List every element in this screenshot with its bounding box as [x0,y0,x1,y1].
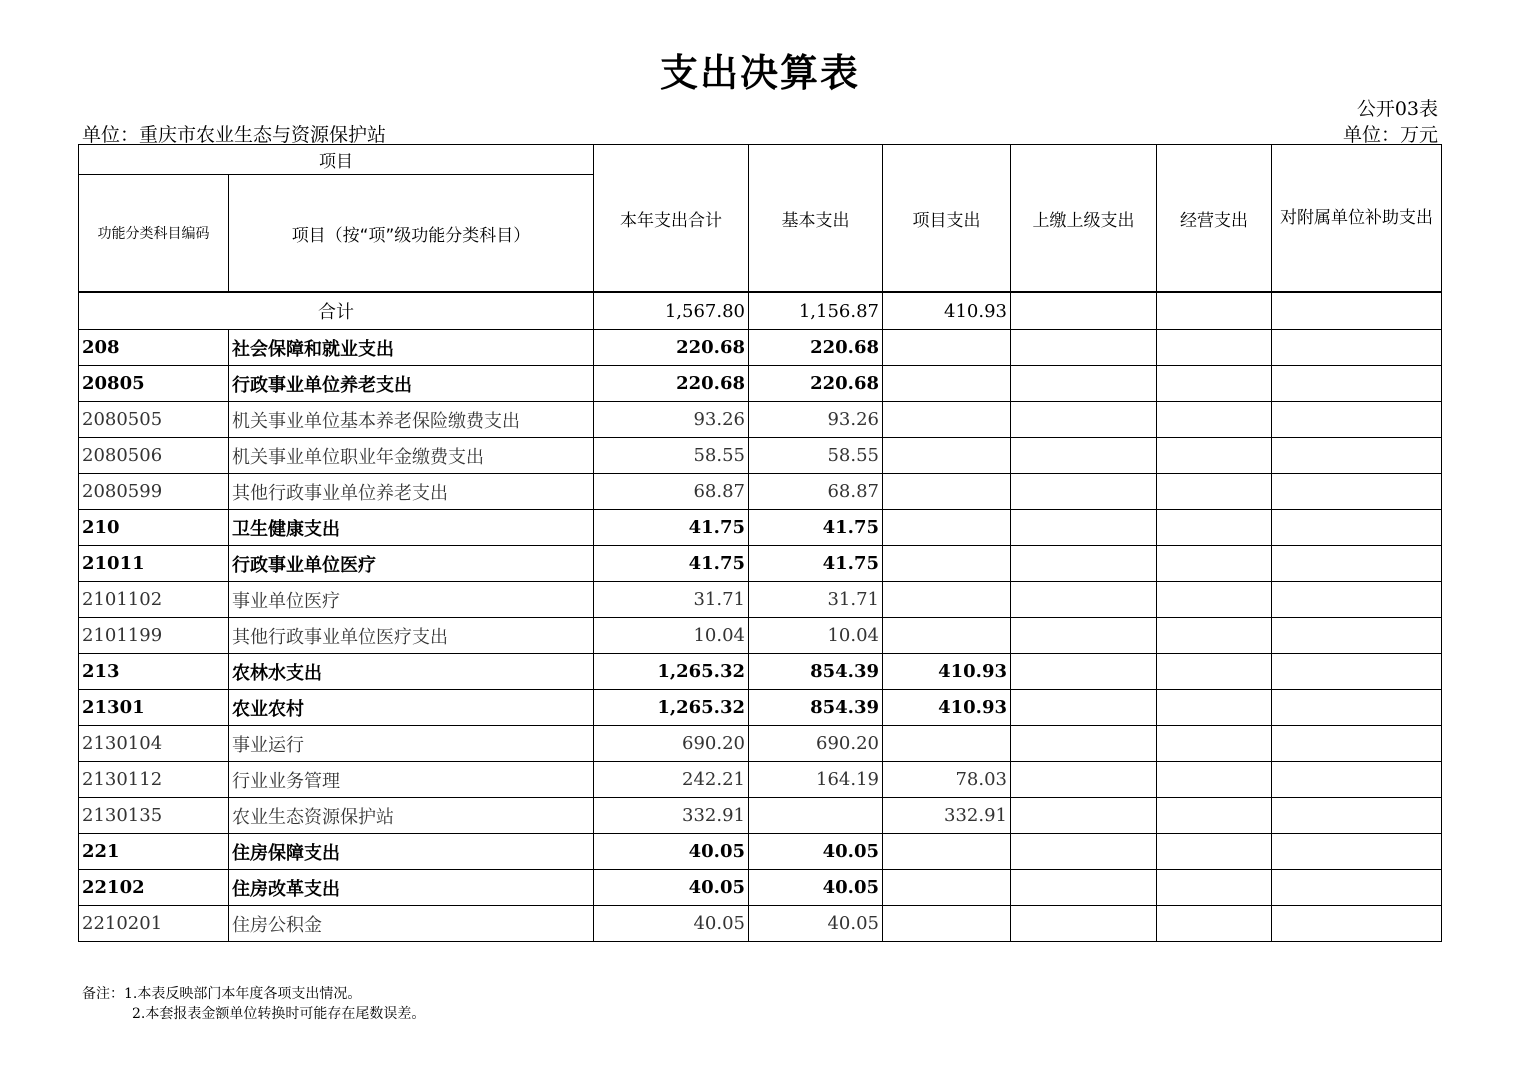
cell-basic: 220.68 [749,330,883,366]
col-header-project: 项目支出 [883,145,1011,293]
total-row [79,292,1442,330]
cell-project [883,366,1011,402]
table-row [79,906,1442,942]
cell-basic [749,798,883,834]
cell-basic: 854.39 [749,654,883,690]
cell-name: 行政事业单位养老支出 [229,366,594,402]
cell-business [1157,726,1272,762]
table-row [79,402,1442,438]
form-number: 公开03表 [1356,98,1438,120]
cell-basic: 164.19 [749,762,883,798]
cell-project [883,474,1011,510]
cell-total: 332.91 [594,798,749,834]
cell-name: 农业农村 [229,690,594,726]
cell-code: 21011 [79,546,229,582]
cell-project [883,870,1011,906]
cell-total: 10.04 [594,618,749,654]
cell-subsidy [1272,834,1442,870]
col-header-business: 经营支出 [1157,145,1272,293]
table-row [79,618,1442,654]
cell-subsidy [1272,402,1442,438]
total-cell-upper [1011,292,1157,330]
cell-total: 58.55 [594,438,749,474]
cell-project [883,330,1011,366]
cell-total: 31.71 [594,582,749,618]
cell-business [1157,762,1272,798]
cell-name: 住房改革支出 [229,870,594,906]
cell-total: 40.05 [594,906,749,942]
cell-business [1157,474,1272,510]
cell-basic: 41.75 [749,510,883,546]
cell-upper [1011,474,1157,510]
note-1: 备注：1.本表反映部门本年度各项支出情况。 [82,986,362,1002]
cell-name: 住房公积金 [229,906,594,942]
col-header-basic: 基本支出 [749,145,883,293]
expenditure-table [78,144,1442,942]
cell-code: 221 [79,834,229,870]
total-cell-business [1157,292,1272,330]
table-row [79,834,1442,870]
cell-upper [1011,798,1157,834]
cell-project [883,618,1011,654]
cell-upper [1011,834,1157,870]
cell-upper [1011,762,1157,798]
cell-total: 690.20 [594,726,749,762]
cell-upper [1011,690,1157,726]
cell-code: 21301 [79,690,229,726]
cell-upper [1011,510,1157,546]
col-header-total: 本年支出合计 [594,145,749,293]
cell-business [1157,438,1272,474]
total-cell-project: 410.93 [883,292,1011,330]
cell-code: 213 [79,654,229,690]
cell-subsidy [1272,438,1442,474]
cell-upper [1011,402,1157,438]
cell-basic: 10.04 [749,618,883,654]
cell-business [1157,654,1272,690]
cell-total: 93.26 [594,402,749,438]
cell-name: 卫生健康支出 [229,510,594,546]
total-cell-subsidy [1272,292,1442,330]
col-header-name: 项目（按“项”级功能分类科目） [229,175,594,293]
cell-name: 事业运行 [229,726,594,762]
table-row [79,330,1442,366]
cell-project [883,726,1011,762]
cell-business [1157,546,1272,582]
cell-subsidy [1272,906,1442,942]
col-header-code: 功能分类科目编码 [79,175,229,293]
cell-project [883,402,1011,438]
cell-basic: 41.75 [749,546,883,582]
cell-subsidy [1272,474,1442,510]
cell-upper [1011,366,1157,402]
table-row [79,726,1442,762]
cell-name: 住房保障支出 [229,834,594,870]
cell-upper [1011,330,1157,366]
cell-subsidy [1272,510,1442,546]
cell-project [883,582,1011,618]
cell-code: 2101102 [79,582,229,618]
cell-project: 410.93 [883,690,1011,726]
cell-business [1157,510,1272,546]
cell-basic: 58.55 [749,438,883,474]
currency-unit: 单位：万元 [1342,124,1438,146]
table-row [79,546,1442,582]
cell-total: 1,265.32 [594,690,749,726]
cell-name: 机关事业单位基本养老保险缴费支出 [229,402,594,438]
cell-subsidy [1272,546,1442,582]
cell-business [1157,798,1272,834]
cell-project: 410.93 [883,654,1011,690]
table-row [79,654,1442,690]
table-row [79,582,1442,618]
total-cell-basic: 1,156.87 [749,292,883,330]
cell-name: 其他行政事业单位医疗支出 [229,618,594,654]
cell-name: 农业生态资源保护站 [229,798,594,834]
cell-name: 事业单位医疗 [229,582,594,618]
cell-basic: 93.26 [749,402,883,438]
cell-basic: 40.05 [749,906,883,942]
cell-code: 20805 [79,366,229,402]
cell-name: 行业业务管理 [229,762,594,798]
cell-total: 40.05 [594,834,749,870]
cell-name: 农林水支出 [229,654,594,690]
cell-project [883,906,1011,942]
cell-total: 40.05 [594,870,749,906]
cell-name: 其他行政事业单位养老支出 [229,474,594,510]
cell-project: 332.91 [883,798,1011,834]
table-row [79,762,1442,798]
cell-code: 2080599 [79,474,229,510]
cell-code: 2101199 [79,618,229,654]
table-row [79,798,1442,834]
page-title: 支出决算表 [659,51,860,95]
cell-business [1157,690,1272,726]
cell-subsidy [1272,618,1442,654]
cell-code: 2130112 [79,762,229,798]
cell-code: 2080506 [79,438,229,474]
cell-upper [1011,726,1157,762]
cell-name: 社会保障和就业支出 [229,330,594,366]
cell-subsidy [1272,330,1442,366]
cell-total: 1,265.32 [594,654,749,690]
cell-basic: 854.39 [749,690,883,726]
cell-code: 2130135 [79,798,229,834]
table-row [79,474,1442,510]
cell-total: 41.75 [594,546,749,582]
reporting-unit: 单位：重庆市农业生态与资源保护站 [82,124,387,146]
cell-basic: 68.87 [749,474,883,510]
cell-business [1157,366,1272,402]
cell-upper [1011,618,1157,654]
cell-business [1157,402,1272,438]
notes [82,984,425,1024]
cell-basic: 40.05 [749,870,883,906]
cell-code: 210 [79,510,229,546]
cell-subsidy [1272,870,1442,906]
cell-subsidy [1272,798,1442,834]
table-row [79,870,1442,906]
project-group-header: 项目 [79,145,594,175]
cell-code: 2130104 [79,726,229,762]
cell-basic: 220.68 [749,366,883,402]
table-row [79,690,1442,726]
cell-project: 78.03 [883,762,1011,798]
table-row [79,438,1442,474]
cell-upper [1011,582,1157,618]
cell-upper [1011,906,1157,942]
cell-basic: 40.05 [749,834,883,870]
cell-business [1157,618,1272,654]
cell-subsidy [1272,366,1442,402]
cell-subsidy [1272,690,1442,726]
cell-basic: 690.20 [749,726,883,762]
col-header-upper: 上缴上级支出 [1011,145,1157,293]
cell-total: 68.87 [594,474,749,510]
col-header-subsidy: 对附属单位补助支出 [1272,145,1442,293]
cell-subsidy [1272,762,1442,798]
cell-business [1157,870,1272,906]
cell-subsidy [1272,726,1442,762]
cell-upper [1011,438,1157,474]
note-2: 2.本套报表金额单位转换时可能存在尾数误差。 [132,1006,426,1022]
cell-name: 机关事业单位职业年金缴费支出 [229,438,594,474]
cell-subsidy [1272,654,1442,690]
cell-project [883,546,1011,582]
cell-total: 242.21 [594,762,749,798]
table-row [79,366,1442,402]
cell-upper [1011,546,1157,582]
cell-business [1157,330,1272,366]
cell-name: 行政事业单位医疗 [229,546,594,582]
cell-business [1157,582,1272,618]
cell-subsidy [1272,582,1442,618]
cell-project [883,438,1011,474]
cell-code: 2080505 [79,402,229,438]
total-label: 合计 [79,292,594,330]
cell-upper [1011,654,1157,690]
cell-total: 220.68 [594,330,749,366]
cell-project [883,510,1011,546]
cell-basic: 31.71 [749,582,883,618]
cell-upper [1011,870,1157,906]
cell-project [883,834,1011,870]
cell-business [1157,834,1272,870]
total-cell-total: 1,567.80 [594,292,749,330]
cell-code: 2210201 [79,906,229,942]
cell-code: 22102 [79,870,229,906]
table-row [79,510,1442,546]
cell-total: 220.68 [594,366,749,402]
cell-code: 208 [79,330,229,366]
cell-business [1157,906,1272,942]
cell-total: 41.75 [594,510,749,546]
